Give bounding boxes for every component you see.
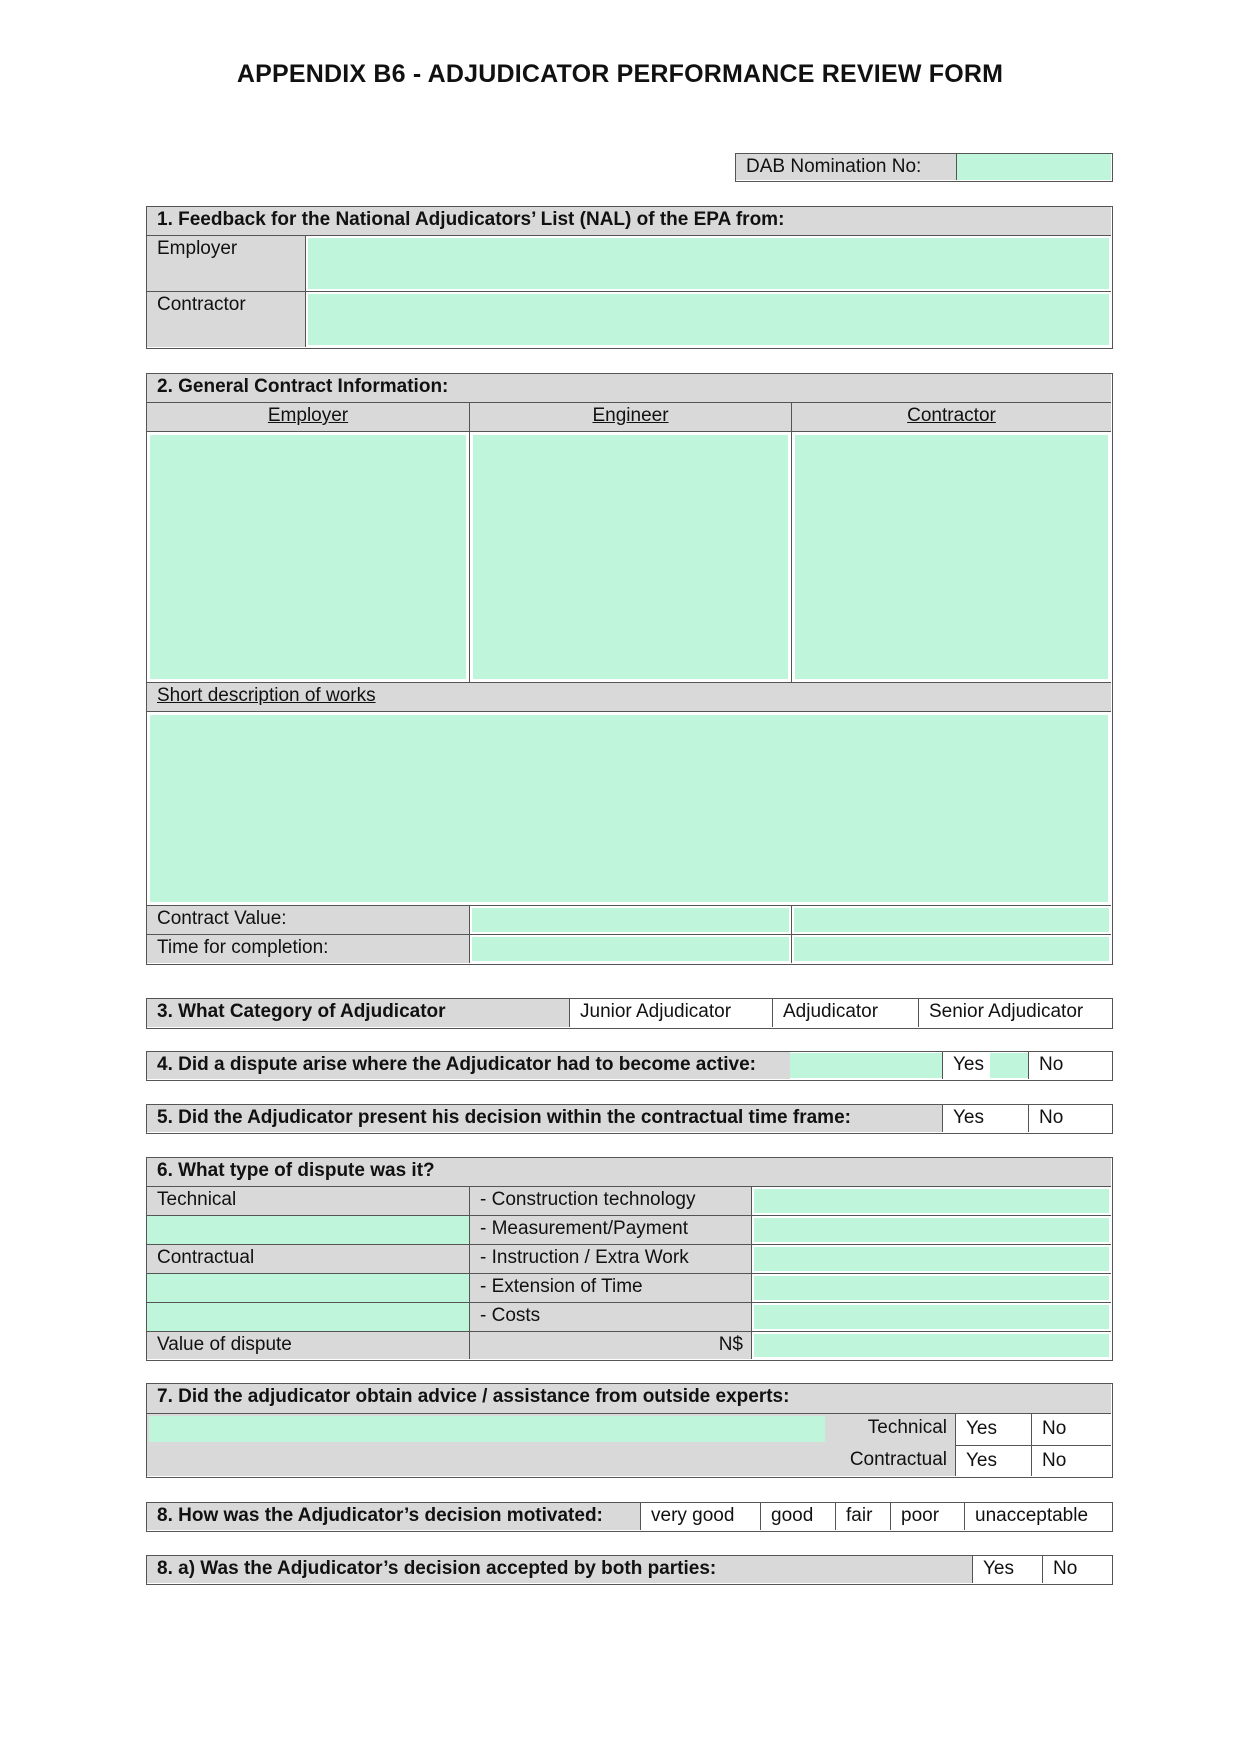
section-3-table — [146, 998, 1113, 1029]
contractor-label: Contractor — [147, 291, 305, 347]
dispute-type-input-4[interactable] — [147, 1273, 469, 1302]
engineer-info-cell — [469, 431, 791, 682]
section-1-heading: 1. Feedback for the National Adjudicators’ List (NAL) of the EPA from: — [147, 207, 1111, 235]
section-8a-table — [146, 1555, 1113, 1585]
contractor-info-input[interactable] — [795, 435, 1108, 679]
contractor-field-cell — [305, 291, 1111, 347]
section-5-yes[interactable]: Yes — [942, 1105, 1028, 1132]
dispute-type-input-2[interactable] — [147, 1215, 469, 1244]
dispute-value-input[interactable] — [754, 1334, 1109, 1357]
dispute-cell-3 — [751, 1244, 1111, 1273]
contract-value-label: Contract Value: — [147, 905, 469, 934]
dispute-input-5[interactable] — [754, 1305, 1109, 1329]
dispute-currency: N$ — [469, 1331, 751, 1359]
dispute-type-input-5[interactable] — [147, 1302, 469, 1331]
employer-info-cell — [147, 431, 469, 682]
section-5-no[interactable]: No — [1028, 1105, 1111, 1132]
contract-value-cell-2 — [791, 905, 1111, 934]
employer-label: Employer — [147, 235, 305, 291]
section-1-table — [146, 206, 1113, 349]
contract-value-input-1[interactable] — [472, 908, 789, 932]
contract-value-input-2[interactable] — [794, 908, 1109, 932]
section-6-table — [146, 1157, 1113, 1361]
employer-input[interactable] — [308, 238, 1109, 289]
dispute-input-1[interactable] — [754, 1189, 1109, 1213]
dispute-cell-5 — [751, 1302, 1111, 1331]
section-4-heading: 4. Did a dispute arise where the Adjudicator had to become active: — [147, 1052, 790, 1079]
col-header-employer: Employer — [147, 402, 469, 431]
advice-technical-no[interactable]: No — [1031, 1413, 1111, 1445]
contract-value-cell-1 — [469, 905, 791, 934]
dispute-type-technical: Technical — [147, 1186, 469, 1215]
time-completion-cell-2 — [791, 934, 1111, 963]
dispute-type-contractual: Contractual — [147, 1244, 469, 1273]
category-senior[interactable]: Senior Adjudicator — [918, 999, 1111, 1027]
section-4-table — [146, 1051, 1113, 1081]
dispute-cell-4 — [751, 1273, 1111, 1302]
nomination-table — [735, 153, 1113, 182]
rating-good[interactable]: good — [760, 1503, 835, 1530]
dispute-value-label: Value of dispute — [147, 1331, 469, 1359]
col-header-engineer: Engineer — [469, 402, 791, 431]
advice-contractual-no[interactable]: No — [1031, 1445, 1111, 1476]
nomination-label: DAB Nomination No: — [736, 154, 956, 180]
section-2-table — [146, 373, 1113, 965]
section-4-yes[interactable]: Yes — [942, 1052, 990, 1079]
section-4-yes-box[interactable] — [990, 1053, 1028, 1078]
category-adjudicator[interactable]: Adjudicator — [772, 999, 918, 1027]
advice-contractual-yes[interactable]: Yes — [955, 1445, 1031, 1476]
section-5-table — [146, 1104, 1113, 1134]
section-8-heading: 8. How was the Adjudicator’s decision motivated: — [147, 1503, 640, 1530]
dispute-item-construction: - Construction technology — [469, 1186, 751, 1215]
section-4-no[interactable]: No — [1028, 1052, 1111, 1079]
dispute-item-extension: - Extension of Time — [469, 1273, 751, 1302]
section-8a-heading: 8. a) Was the Adjudicator’s decision accepted by both parties: — [147, 1556, 972, 1583]
section-2-heading: 2. General Contract Information: — [147, 374, 1111, 402]
section-8a-no[interactable]: No — [1042, 1556, 1111, 1583]
section-3-heading: 3. What Category of Adjudicator — [147, 999, 569, 1027]
rating-unacceptable[interactable]: unacceptable — [964, 1503, 1111, 1530]
employer-info-input[interactable] — [150, 435, 466, 679]
dispute-item-measurement: - Measurement/Payment — [469, 1215, 751, 1244]
dispute-input-4[interactable] — [754, 1276, 1109, 1300]
works-input[interactable] — [150, 715, 1108, 902]
col-header-contractor: Contractor — [791, 402, 1111, 431]
section-5-heading: 5. Did the Adjudicator present his decision within the contractual time frame: — [147, 1105, 942, 1132]
contractor-input[interactable] — [308, 294, 1109, 345]
time-completion-label: Time for completion: — [147, 934, 469, 963]
time-completion-input-1[interactable] — [472, 937, 789, 961]
section-4-input[interactable] — [790, 1053, 942, 1078]
dispute-cell-1 — [751, 1186, 1111, 1215]
dispute-input-2[interactable] — [754, 1218, 1109, 1242]
dispute-value-cell — [751, 1331, 1111, 1359]
section-7-heading: 7. Did the adjudicator obtain advice / assistance from outside experts: — [147, 1384, 1111, 1413]
engineer-info-input[interactable] — [473, 435, 788, 679]
form-title: APPENDIX B6 - ADJUDICATOR PERFORMANCE REVIEW FORM — [236, 60, 1004, 88]
contractor-info-cell — [791, 431, 1111, 682]
section-7-table — [146, 1383, 1113, 1478]
time-completion-input-2[interactable] — [794, 937, 1109, 961]
time-completion-cell-1 — [469, 934, 791, 963]
category-junior[interactable]: Junior Adjudicator — [569, 999, 772, 1027]
section-6-heading: 6. What type of dispute was it? — [147, 1158, 1111, 1186]
dispute-cell-2 — [751, 1215, 1111, 1244]
nomination-input[interactable] — [956, 154, 1111, 180]
advice-contractual-label: Contractual — [849, 1449, 947, 1470]
advice-technical-yes[interactable]: Yes — [955, 1413, 1031, 1445]
section-7-input[interactable] — [149, 1416, 825, 1442]
rating-poor[interactable]: poor — [890, 1503, 964, 1530]
rating-fair[interactable]: fair — [835, 1503, 890, 1530]
dispute-input-3[interactable] — [754, 1247, 1109, 1271]
rating-very-good[interactable]: very good — [640, 1503, 760, 1530]
advice-technical-label: Technical — [867, 1417, 947, 1438]
dispute-item-costs: - Costs — [469, 1302, 751, 1331]
section-8-table — [146, 1502, 1113, 1532]
employer-field-cell — [305, 235, 1111, 291]
section-8a-yes[interactable]: Yes — [972, 1556, 1042, 1583]
dispute-item-instruction: - Instruction / Extra Work — [469, 1244, 751, 1273]
works-label: Short description of works — [147, 682, 1111, 711]
works-cell — [147, 711, 1111, 905]
